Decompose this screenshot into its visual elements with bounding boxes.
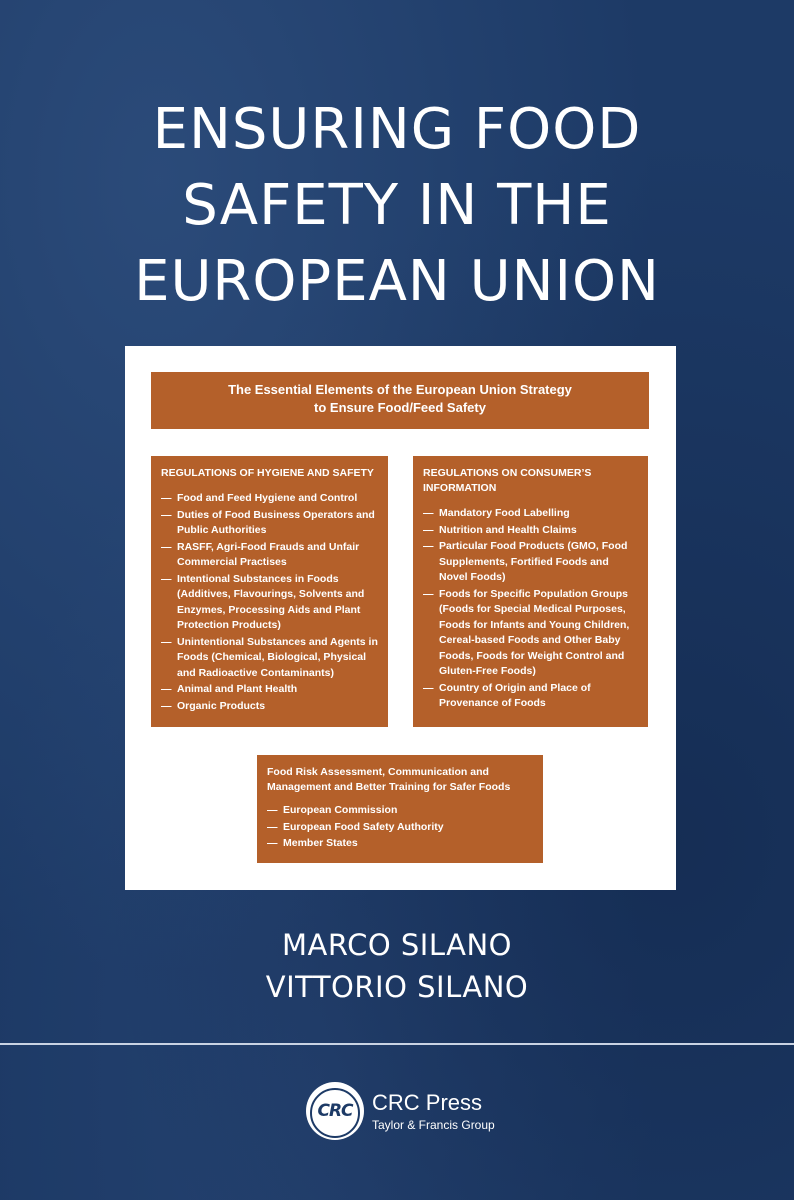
- list-item: — Duties of Food Business Operators and Public Authorities: [161, 508, 380, 539]
- box-heading-line: REGULATIONS OF HYGIENE AND SAFETY: [161, 467, 374, 479]
- crc-press-logo-icon: [306, 1082, 364, 1140]
- author-name: VITTORIO SILANO: [265, 970, 529, 1004]
- publisher-group: Taylor & Francis Group: [372, 1118, 495, 1132]
- title-line: EUROPEAN UNION: [134, 249, 660, 314]
- list-item: — Member States: [267, 836, 535, 852]
- logo-text: CRC: [317, 1101, 353, 1121]
- consumer-information-heading: [423, 466, 640, 496]
- consumer-information-box: [413, 456, 648, 727]
- hygiene-safety-heading: [161, 466, 380, 481]
- title-line: ENSURING FOOD: [152, 97, 642, 162]
- list-item: — Particular Food Products (GMO, Food Supplements, Fortified Foods and Novel Foods): [423, 539, 640, 586]
- book-title: [0, 92, 794, 320]
- risk-assessment-heading: [267, 765, 535, 795]
- risk-assessment-list: [267, 803, 535, 852]
- diagram-header-box: [151, 372, 649, 429]
- list-item: — Nutrition and Health Claims: [423, 523, 640, 539]
- diagram-header-line: The Essential Elements of the European Union Strategy: [228, 382, 572, 397]
- list-item: — RASFF, Agri-Food Frauds and Unfair Commercial Practises: [161, 540, 380, 571]
- divider: [0, 1043, 794, 1045]
- consumer-information-list: [423, 506, 640, 712]
- list-item: — Food and Feed Hygiene and Control: [161, 491, 380, 507]
- authors: [0, 924, 794, 1008]
- list-item: — Unintentional Substances and Agents in Foods (Chemical, Biological, Physical and Radioactive Contaminants): [161, 635, 380, 682]
- box-heading-line: REGULATIONS ON CONSUMER’S: [423, 467, 592, 479]
- author-name: MARCO SILANO: [282, 928, 512, 962]
- hygiene-safety-box: [151, 456, 388, 727]
- box-heading-line: Food Risk Assessment, Communication and: [267, 766, 489, 778]
- list-item: — Intentional Substances in Foods (Additives, Flavourings, Solvents and Enzymes, Processing Aids and Plant Protection Products): [161, 572, 380, 634]
- list-item: — Foods for Specific Population Groups (Foods for Special Medical Purposes, Foods for Infants and Young Children, Cereal-based Foods and Other Baby Foods, Foods for Weight Control and Gluten-Free Foods): [423, 587, 640, 680]
- list-item: — European Commission: [267, 803, 535, 819]
- list-item: — Country of Origin and Place of Provenance of Foods: [423, 681, 640, 712]
- list-item: — European Food Safety Authority: [267, 820, 535, 836]
- risk-assessment-box: [257, 755, 543, 863]
- list-item: — Animal and Plant Health: [161, 682, 380, 698]
- publisher-name: CRC Press: [372, 1090, 483, 1115]
- strategy-diagram: [125, 346, 676, 890]
- box-heading-line: INFORMATION: [423, 482, 497, 494]
- diagram-header-line: to Ensure Food/Feed Safety: [314, 400, 486, 415]
- list-item: — Mandatory Food Labelling: [423, 506, 640, 522]
- hygiene-safety-list: [161, 491, 380, 714]
- title-line: SAFETY IN THE: [182, 173, 612, 238]
- box-heading-line: Management and Better Training for Safer Foods: [267, 781, 511, 793]
- list-item: — Organic Products: [161, 699, 380, 715]
- publisher-imprint: [306, 1080, 546, 1144]
